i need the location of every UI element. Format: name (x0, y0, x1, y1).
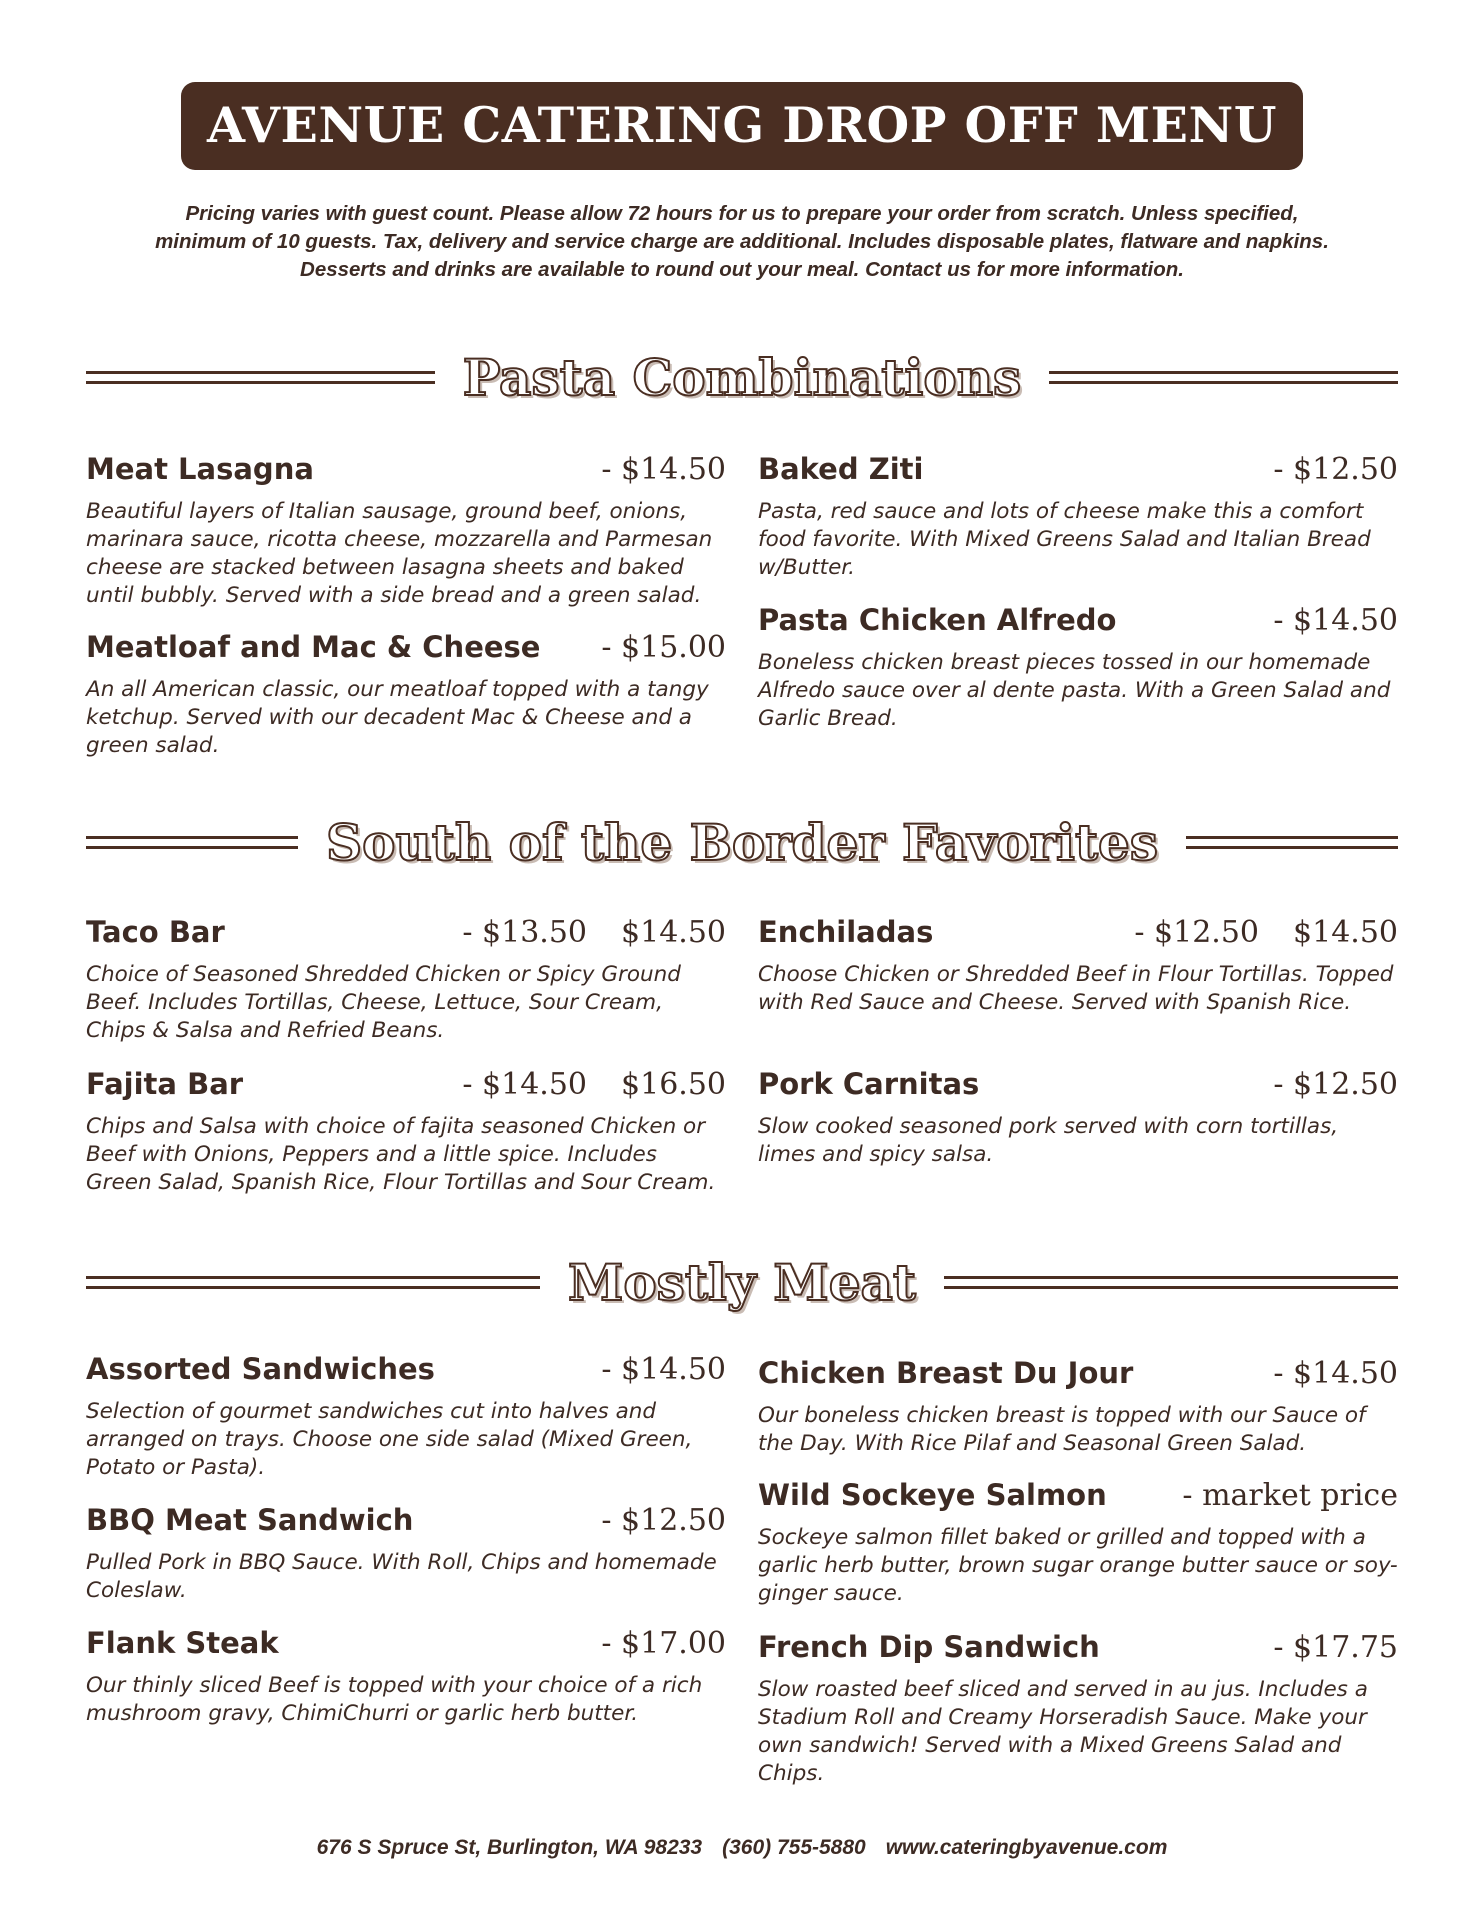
item-description: Slow roasted beef sliced and served in au jus. Includes a Stadium Roll and Creamy Horseradish Sauce. Make your own sandwich! Served with a Mixed Greens Salad and Chips. (758, 1677, 1368, 1786)
divider (944, 1276, 1398, 1289)
menu-title: AVENUE CATERING DROP OFF MENU (181, 82, 1303, 170)
item-description: Our thinly sliced Beef is topped with your choice of a rich mushroom gravy, ChimiChurri or garlic herb butter. (86, 1673, 703, 1726)
section-header-pasta (86, 347, 1398, 407)
item-description: Our boneless chicken breast is topped with our Sauce of the Day. With Rice Pilaf and Seasonal Green Salad. (758, 1403, 1366, 1456)
menu-item-sockeye-salmon (758, 1478, 1398, 1608)
item-price (1273, 1630, 1398, 1665)
item-name: French Dip Sandwich (758, 1630, 1100, 1664)
price: - $14.50 (601, 1352, 726, 1387)
price-alt: $16.50 (621, 1067, 726, 1102)
item-name: Assorted Sandwiches (86, 1352, 435, 1386)
intro-line: Pricing varies with guest count. Please allow 72 hours for us to prepare your order from scratch. Unless specified, (185, 202, 1299, 225)
intro-line: Desserts and drinks are available to round out your meal. Contact us for more information. (300, 258, 1184, 281)
item-price (601, 630, 726, 665)
footer-address: 676 S Spruce St, Burlington, WA 98233 (316, 1836, 703, 1859)
intro-line: minimum of 10 guests. Tax, delivery and service charge are additional. Includes disposable plates, flatware and napkins. (155, 230, 1329, 253)
item-description: Pulled Pork in BBQ Sauce. With Roll, Chips and homemade Coleslaw. (86, 1550, 717, 1603)
price: - $12.50 (1273, 1067, 1398, 1102)
price-alt: $14.50 (621, 915, 726, 950)
item-price (601, 452, 726, 487)
section-header-mostly-meat (86, 1252, 1398, 1312)
price: - $14.50 (601, 452, 726, 487)
item-name: Pork Carnitas (758, 1067, 980, 1101)
item-name: Taco Bar (86, 915, 225, 949)
price: - $14.50 (462, 1067, 588, 1102)
title-banner (0, 82, 1484, 170)
item-name: BBQ Meat Sandwich (86, 1503, 414, 1537)
item-name: Fajita Bar (86, 1067, 244, 1101)
divider (86, 836, 298, 849)
item-price (601, 1352, 726, 1387)
price: - $13.50 (462, 915, 588, 950)
section-title: Pasta Combinations (462, 347, 1022, 407)
item-name: Wild Sockeye Salmon (758, 1478, 1107, 1512)
item-name: Chicken Breast Du Jour (758, 1356, 1134, 1390)
item-price (1273, 1067, 1398, 1102)
item-price (1273, 452, 1398, 487)
item-description: Chips and Salsa with choice of fajita seasoned Chicken or Beef with Onions, Peppers and a little spice. Includes Green Salad, Spanish Rice, Flour Tortillas and Sour Cream. (86, 1114, 716, 1195)
menu-item-taco-bar (86, 915, 726, 1045)
menu-item-enchiladas (758, 915, 1398, 1017)
menu-item-meatloaf-mac (86, 630, 726, 760)
item-description: An all American classic, our meatloaf topped with a tangy ketchup. Served with our decadent Mac & Cheese and a green salad. (86, 677, 709, 758)
price: - market price (1182, 1478, 1398, 1513)
menu-item-fajita-bar (86, 1067, 726, 1197)
item-name: Meat Lasagna (86, 452, 314, 486)
price: - $15.00 (601, 630, 726, 665)
menu-item-chicken-alfredo (758, 603, 1398, 733)
price: - $12.50 (1134, 915, 1260, 950)
divider (86, 371, 435, 384)
price: - $17.75 (1273, 1630, 1398, 1665)
item-description: Beautiful layers of Italian sausage, ground beef, onions, marinara sauce, ricotta cheese, mozzarella and Parmesan cheese are stacked between lasagna sheets and baked until bubbly. Served with a side bread and a green salad. (86, 499, 713, 608)
menu-item-meat-lasagna (86, 452, 726, 610)
menu-item-assorted-sandwiches (86, 1352, 726, 1482)
item-description: Choice of Seasoned Shredded Chicken or Spicy Ground Beef. Includes Tortillas, Cheese, Lettuce, Sour Cream, Chips & Salsa and Refried Beans. (86, 962, 681, 1043)
price: - $12.50 (601, 1503, 726, 1538)
item-description: Slow cooked seasoned pork served with corn tortillas, limes and spicy salsa. (758, 1114, 1339, 1167)
menu-item-chicken-breast (758, 1356, 1398, 1458)
item-description: Pasta, red sauce and lots of cheese make this a comfort food favorite. With Mixed Greens Salad and Italian Bread w/Butter. (758, 499, 1371, 580)
section-header-south-border (86, 812, 1398, 872)
item-price (1273, 1356, 1398, 1391)
item-price (601, 1626, 726, 1661)
price-alt: $14.50 (1293, 915, 1398, 950)
item-price (462, 915, 726, 950)
price: - $12.50 (1273, 452, 1398, 487)
divider (1049, 371, 1398, 384)
item-price (601, 1503, 726, 1538)
item-price (1273, 603, 1398, 638)
item-name: Pasta Chicken Alfredo (758, 603, 1117, 637)
item-description: Sockeye salmon fillet baked or grilled and topped with a garlic herb butter, brown sugar orange butter sauce or soy-ginger sauce. (758, 1525, 1398, 1606)
menu-item-baked-ziti (758, 452, 1398, 582)
section-title: Mostly Meat (567, 1252, 917, 1312)
section-title: South of the Border Favorites (325, 812, 1159, 872)
item-name: Enchiladas (758, 915, 934, 949)
item-name: Flank Steak (86, 1626, 279, 1660)
footer-website-link[interactable]: www.cateringbyavenue.com (885, 1836, 1168, 1859)
menu-item-bbq-sandwich (86, 1503, 726, 1605)
intro-text (60, 200, 1424, 284)
item-name: Meatloaf and Mac & Cheese (86, 630, 541, 664)
menu-item-pork-carnitas (758, 1067, 1398, 1169)
item-description: Choose Chicken or Shredded Beef in Flour Tortillas. Topped with Red Sauce and Cheese. Served with Spanish Rice. (758, 962, 1394, 1015)
item-description: Selection of gourmet sandwiches cut into halves and arranged on trays. Choose one side salad (Mixed Green, Potato or Pasta). (86, 1399, 693, 1480)
price: - $14.50 (1273, 1356, 1398, 1391)
price: - $17.00 (601, 1626, 726, 1661)
divider (1186, 836, 1398, 849)
item-price (462, 1067, 726, 1102)
item-description: Boneless chicken breast pieces tossed in our homemade Alfredo sauce over al dente pasta. With a Green Salad and Garlic Bread. (758, 650, 1391, 731)
item-price (1134, 915, 1398, 950)
footer-phone: (360) 755-5880 (722, 1836, 866, 1859)
menu-item-flank-steak (86, 1626, 726, 1728)
footer-contact (0, 1836, 1484, 1860)
divider (86, 1276, 540, 1289)
item-price (1182, 1478, 1398, 1513)
menu-item-french-dip (758, 1630, 1398, 1788)
item-name: Baked Ziti (758, 452, 924, 486)
price: - $14.50 (1273, 603, 1398, 638)
